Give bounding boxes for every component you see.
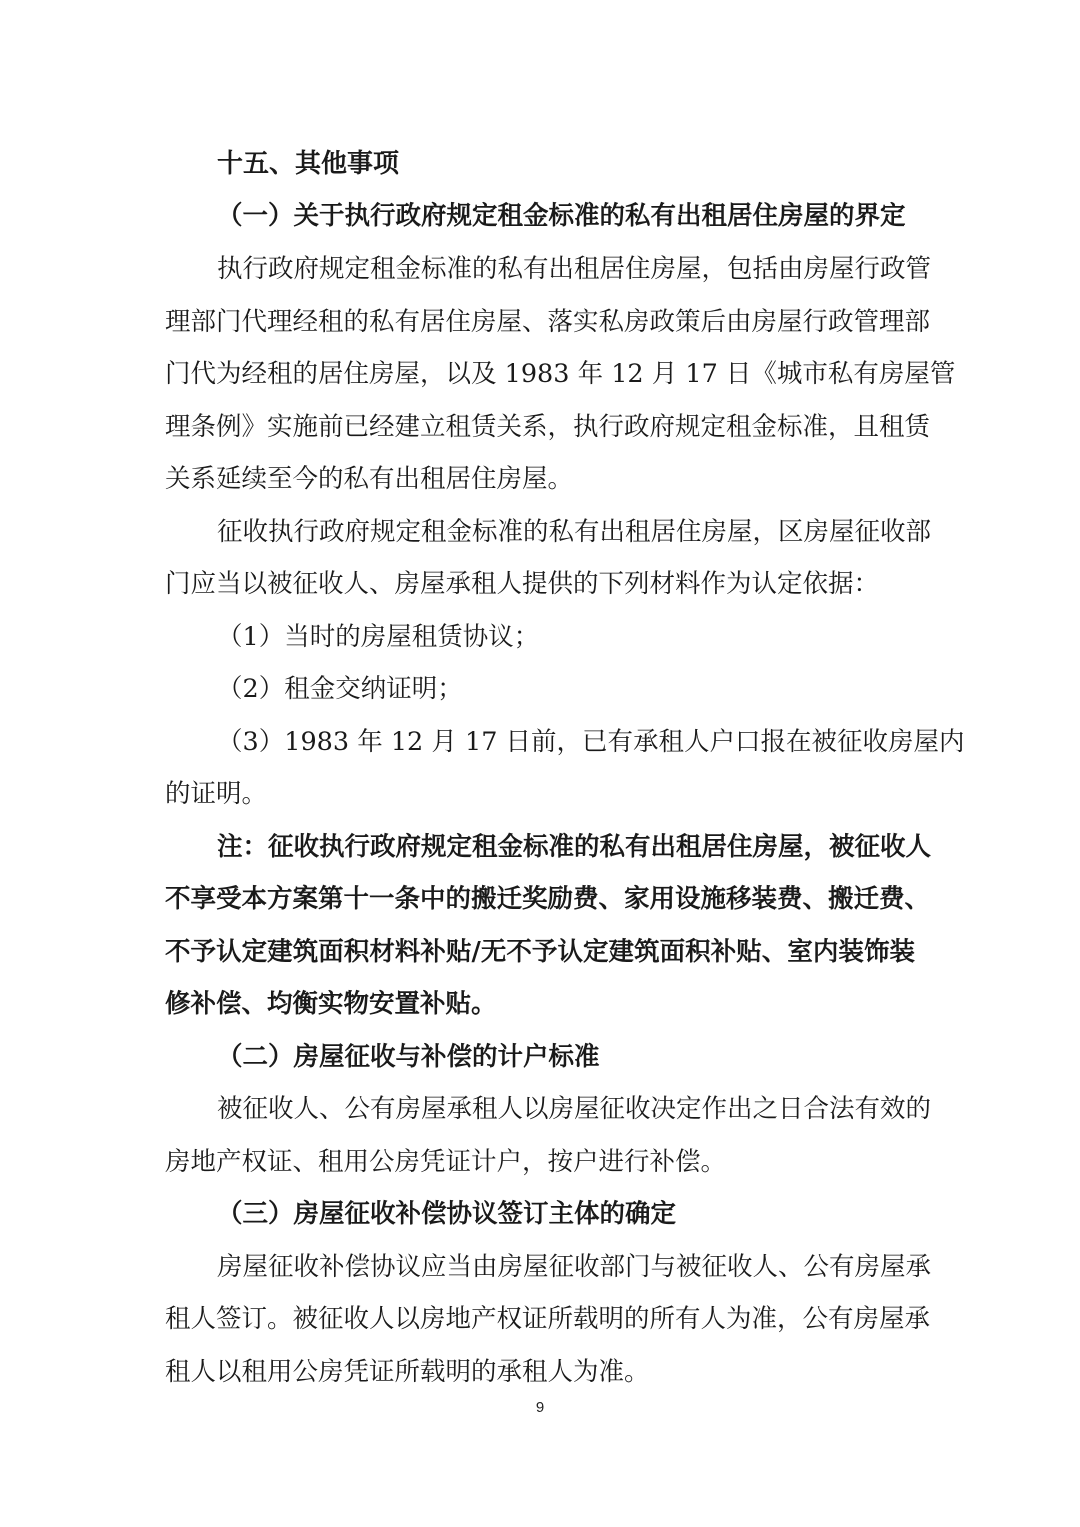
section-title: 十五、其他事项 [217,149,400,179]
paragraph-line: 理条例》实施前已经建立租赁关系，执行政府规定租金标准，且租赁 [165,412,931,442]
note-line: 注：征收执行政府规定租金标准的私有出租居住房屋，被征收人 [217,832,932,862]
list-item: （2）租金交纳证明； [217,674,463,704]
note-line: 修补偿、均衡实物安置补贴。 [165,989,497,1019]
paragraph-line: 关系延续至今的私有出租居住房屋。 [165,464,574,494]
paragraph-line: 被征收人、公有房屋承租人以房屋征收决定作出之日合法有效的 [217,1094,932,1124]
note-line: 不予认定建筑面积材料补贴/无不予认定建筑面积补贴、室内装饰装 [165,937,915,967]
paragraph-line: 执行政府规定租金标准的私有出租居住房屋，包括由房屋行政管 [217,254,932,284]
note-line: 不享受本方案第十一条中的搬迁奖励费、家用设施移装费、搬迁费、 [165,884,931,914]
paragraph-line: 房地产权证、租用公房凭证计户，按户进行补偿。 [165,1147,727,1177]
paragraph-line: 征收执行政府规定租金标准的私有出租居住房屋，区房屋征收部 [217,517,932,547]
subsection-2-heading: （二）房屋征收与补偿的计户标准 [217,1042,600,1072]
paragraph-line: 理部门代理经租的私有居住房屋、落实私房政策后由房屋行政管理部 [165,307,931,337]
subsection-1-heading: （一）关于执行政府规定租金标准的私有出租居住房屋的界定 [217,201,906,231]
paragraph-line: 门代为经租的居住房屋，以及 1983 年 12 月 17 日《城市私有房屋管 [165,359,956,389]
list-item-continuation: 的证明。 [165,779,268,809]
paragraph-line: 房屋征收补偿协议应当由房屋征收部门与被征收人、公有房屋承 [217,1252,932,1282]
list-item: （3）1983 年 12 月 17 日前，已有承租人户口报在被征收房屋内 [217,727,965,757]
list-item: （1）当时的房屋租赁协议； [217,622,540,652]
paragraph-line: 租人以租用公房凭证所载明的承租人为准。 [165,1357,650,1387]
paragraph-line: 租人签订。被征收人以房地产权证所载明的所有人为准，公有房屋承 [165,1304,931,1334]
page-number: 9 [535,1399,545,1416]
subsection-3-heading: （三）房屋征收补偿协议签订主体的确定 [217,1199,677,1229]
paragraph-line: 门应当以被征收人、房屋承租人提供的下列材料作为认定依据： [165,569,880,599]
